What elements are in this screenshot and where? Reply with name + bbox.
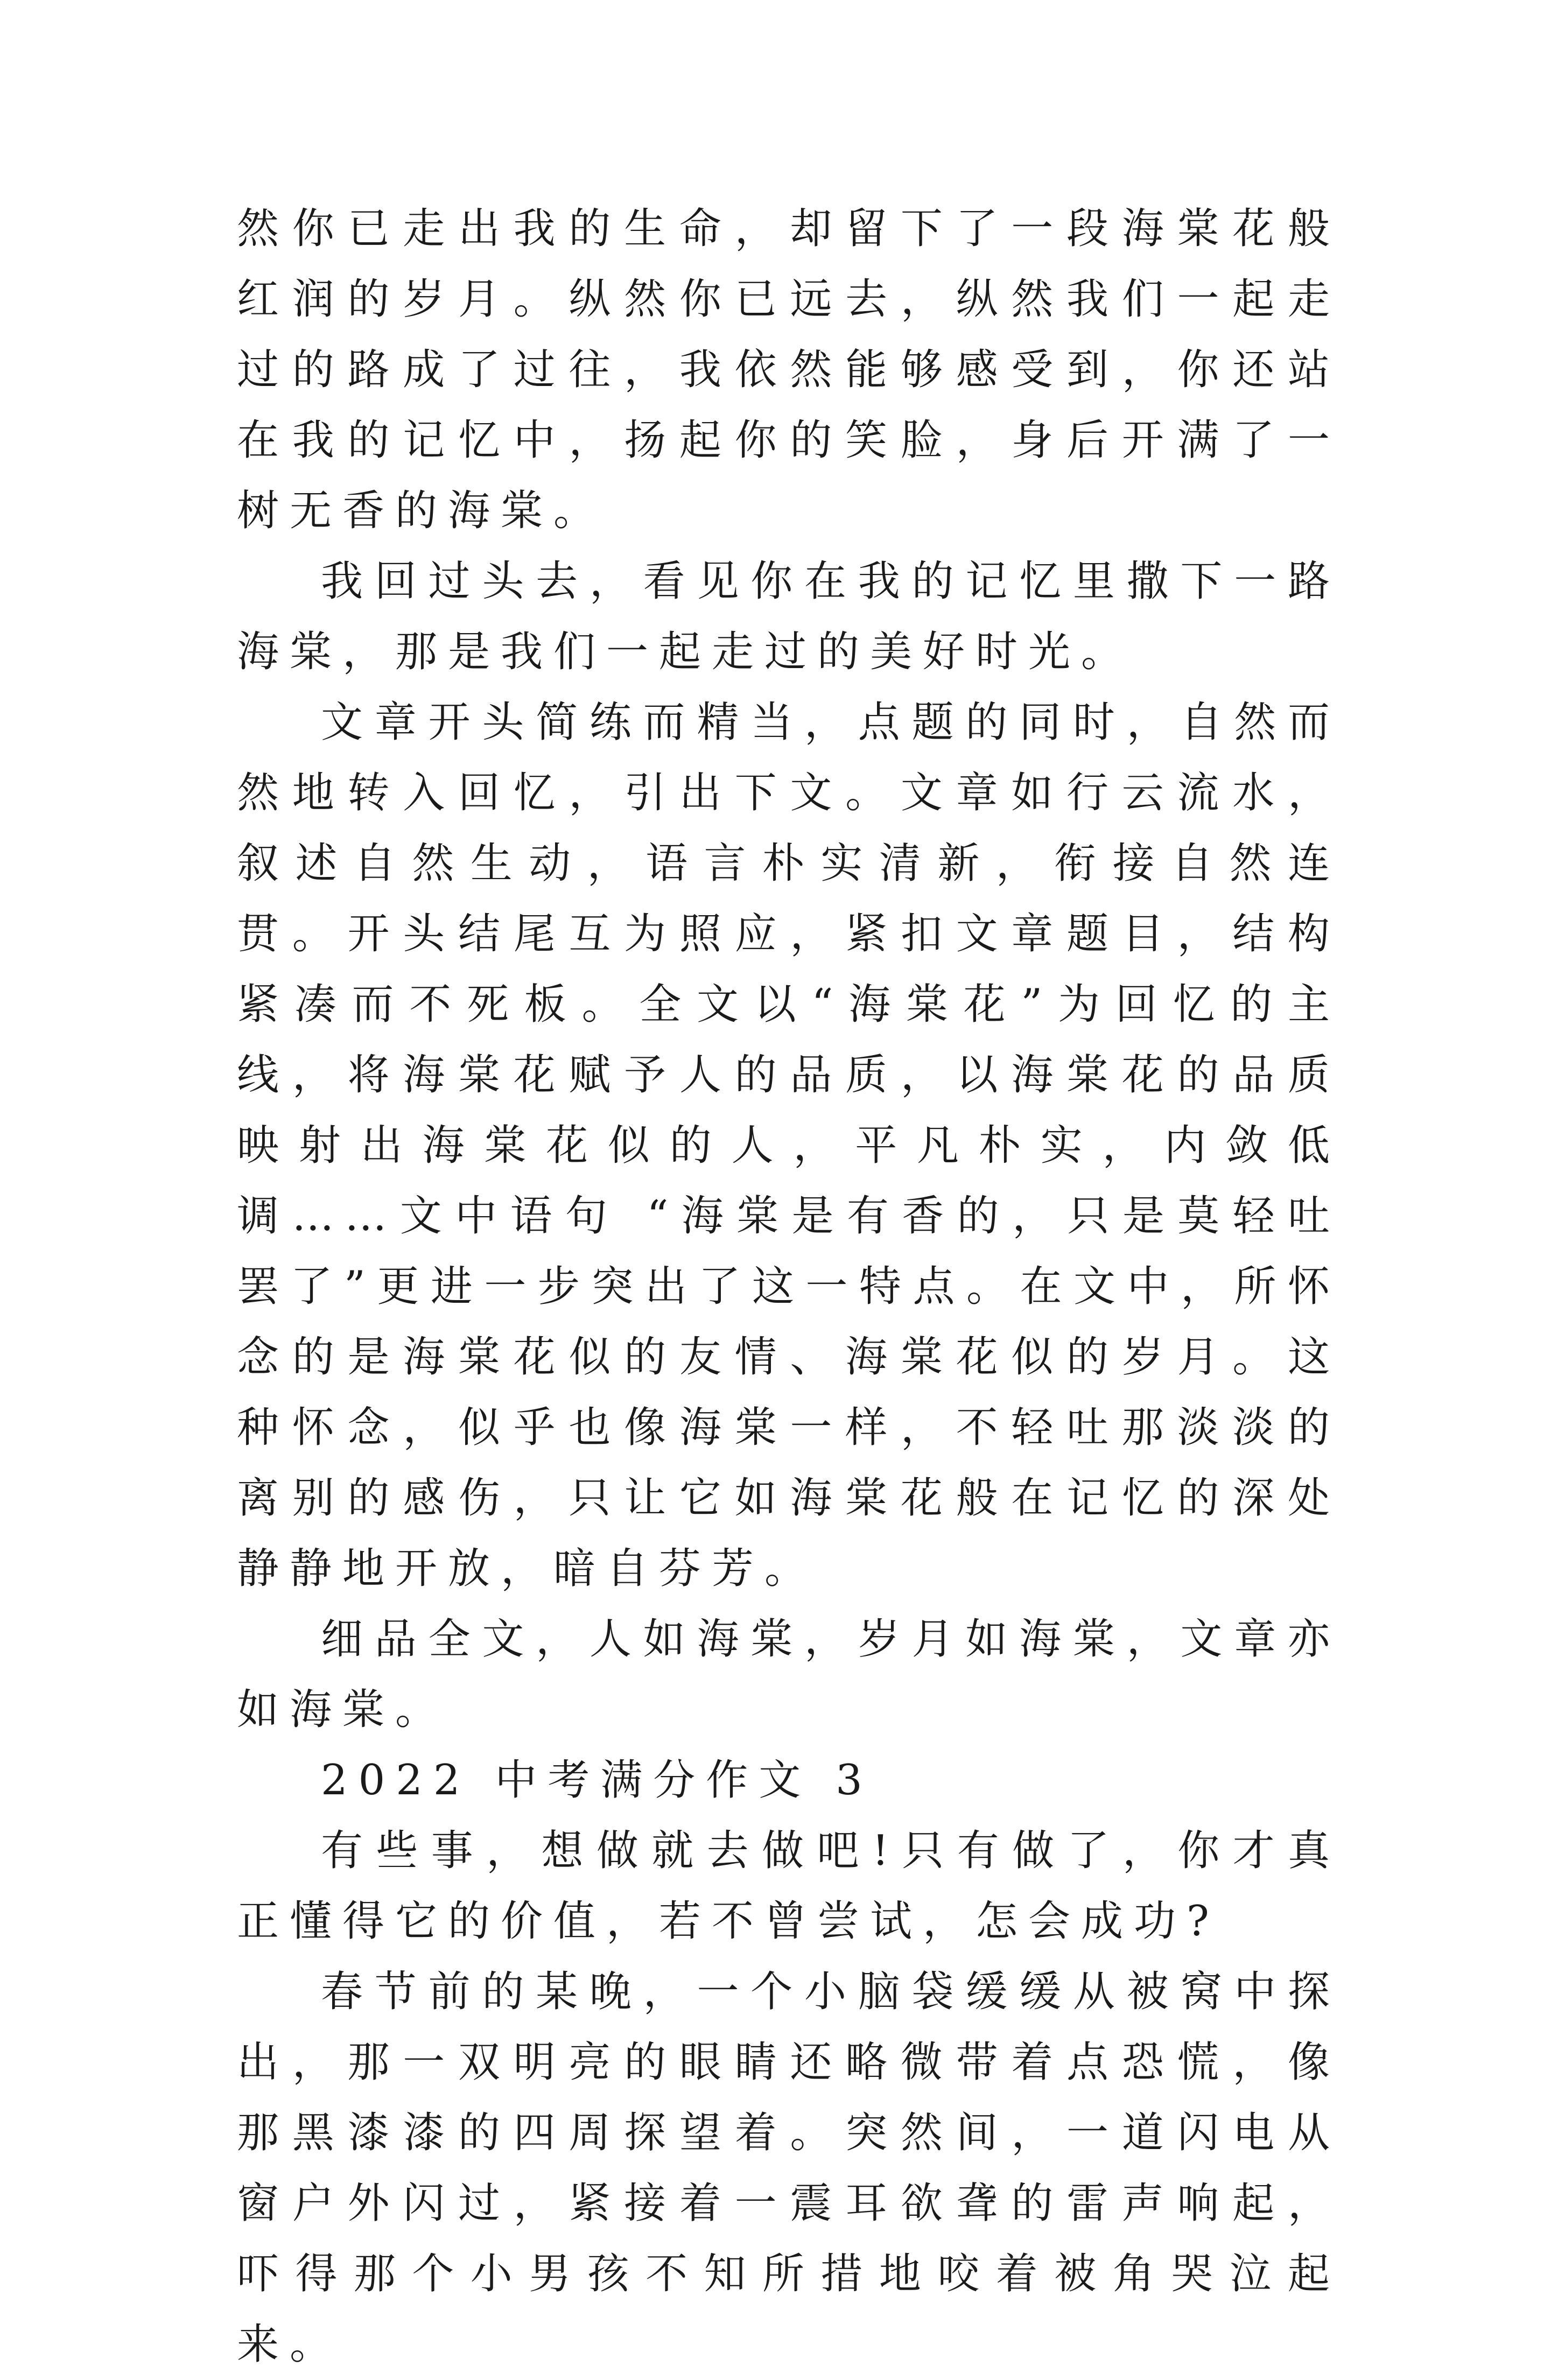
paragraph-essay-story: 春节前的某晚，一个小脑袋缓缓从被窝中探出，那一双明亮的眼睛还略微带着点恐慌，像那黑漆漆的四周探望着。突然间，一道闪电从窗户外闪过，紧接着一震耳欲聋的雷声响起，吓得那个小男孩不知所措地咬着被角哭泣起来。	[237, 1968, 1341, 2369]
paragraph-commentary: 文章开头简练而精当，点题的同时，自然而然地转入回忆，引出下文。文章如行云流水，叙述自然生动，语言朴实清新，衔接自然连贯。开头结尾互为照应，紧扣文章题目，结构紧凑而不死板。全文以“海棠花”为回忆的主线，将海棠花赋予人的品质，以海棠花的品质映射出海棠花似的人，平凡朴实，内敛低调……文中语句 “海棠是有香的，只是莫轻吐罢了”更进一步突出了这一特点。在文中，所怀念的是海棠花似的友情、海棠花似的岁月。这种怀念，似乎也像海棠一样，不轻吐那淡淡的离别的感伤，只让它如海棠花般在记忆的深处静静地开放，暗自芬芳。	[237, 698, 1341, 1593]
essay-heading: 2022 中考满分作文 3	[321, 1756, 873, 1805]
paragraph-looking-back: 我回过头去，看见你在我的记忆里撒下一路海棠，那是我们一起走过的美好时光。	[237, 557, 1341, 676]
paragraph-intro-continued: 然你已走出我的生命，却留下了一段海棠花般红润的岁月。纵然你已远去，纵然我们一起走过的路成了过往，我依然能够感受到，你还站在我的记忆中，扬起你的笑脸，身后开满了一树无香的海棠。	[237, 205, 1341, 535]
paragraph-summary: 细品全文，人如海棠，岁月如海棠，文章亦如海棠。	[237, 1615, 1341, 1734]
body-text	[237, 194, 1341, 2380]
paragraph-essay-opening: 有些事，想做就去做吧!只有做了，你才真正懂得它的价值，若不曾尝试，怎会成功?	[237, 1827, 1341, 1946]
